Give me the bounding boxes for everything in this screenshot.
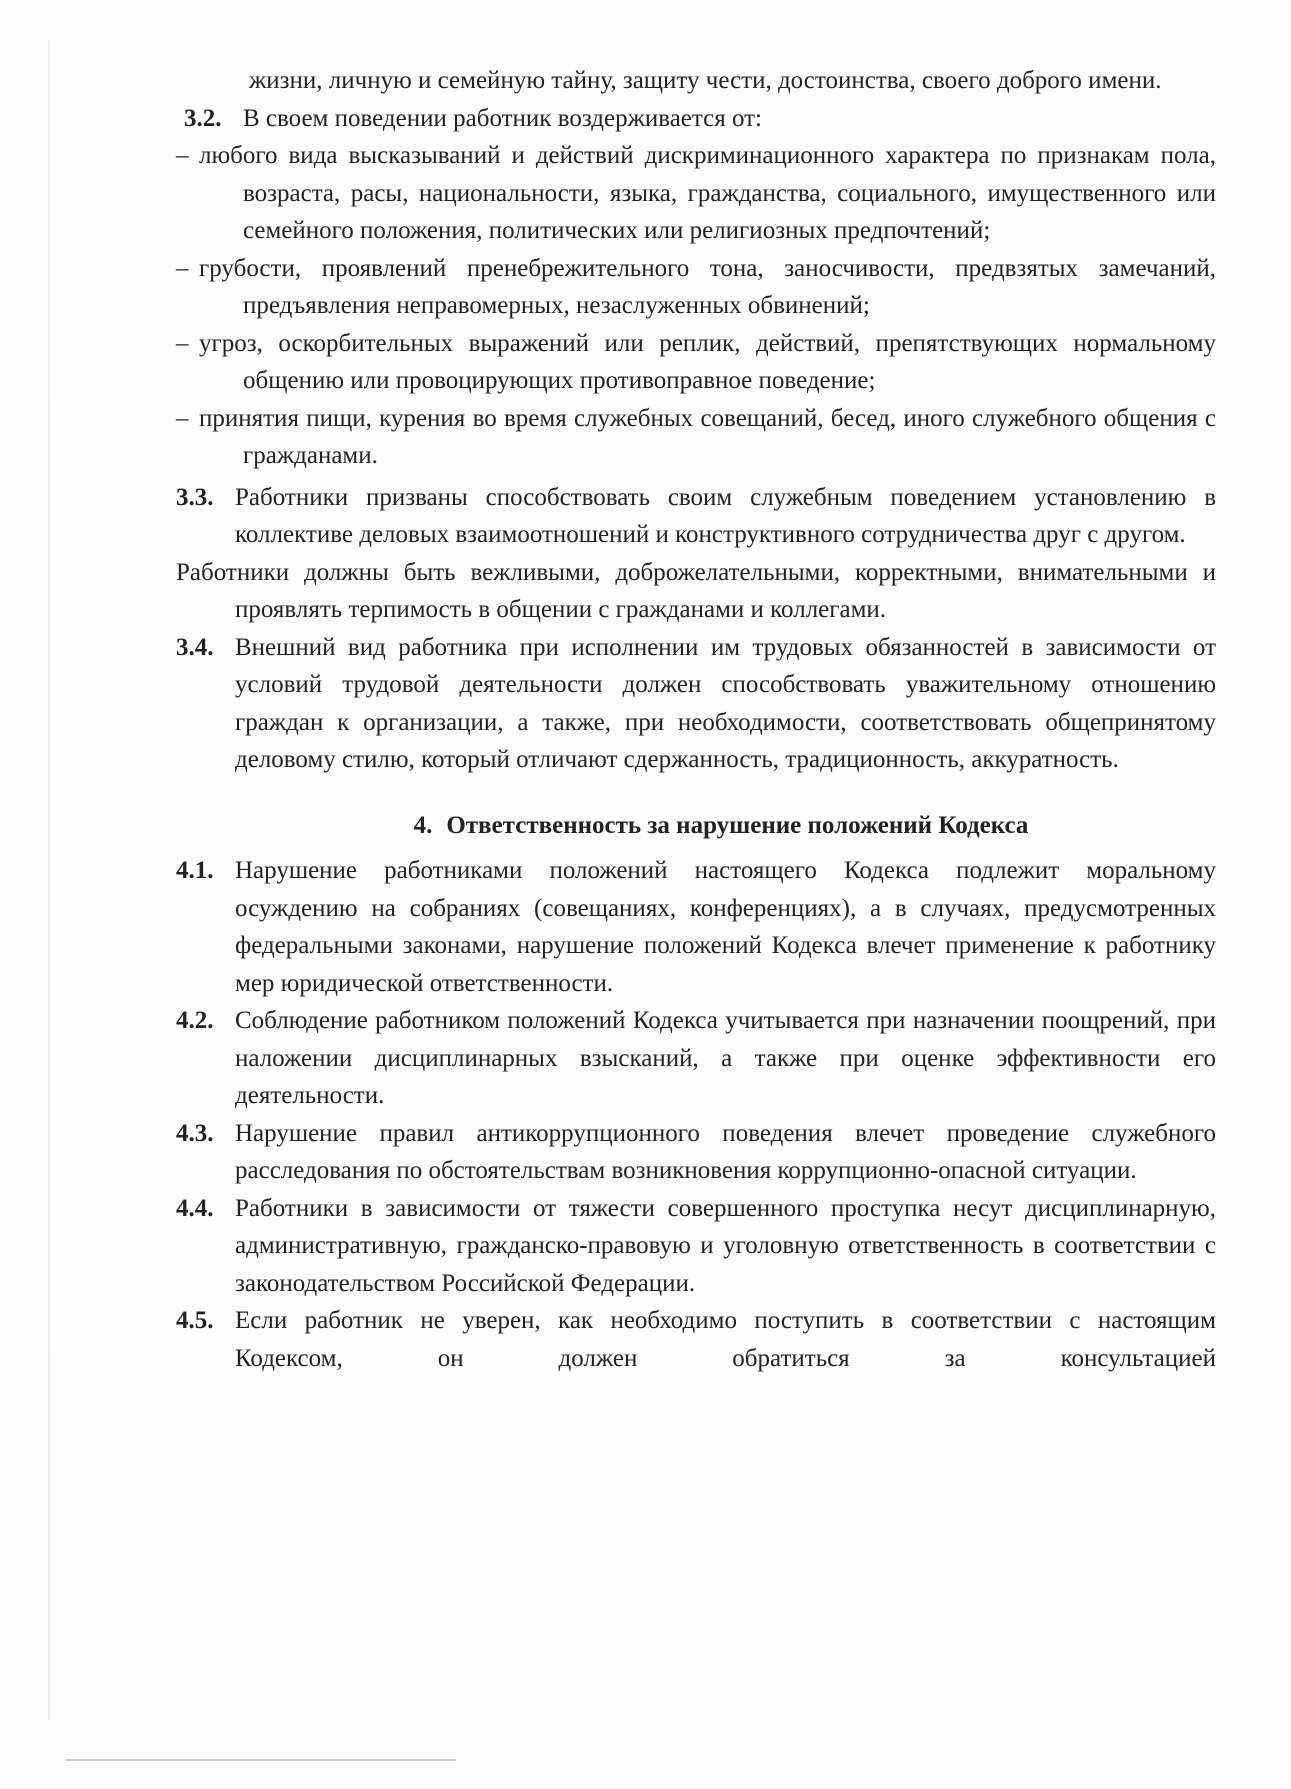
paragraph-continuation: жизни, личную и семейную тайну, защиту чести, достоинства, своего доброго имени. bbox=[249, 67, 1162, 94]
clause-text: Нарушение правил антикоррупционного поведения влечет проведение служебного расследования по обстоятельствам возникновения коррупционно-опасной ситуации. bbox=[235, 1119, 1216, 1184]
bottom-rule bbox=[66, 1759, 456, 1761]
clause-4-3 bbox=[176, 1115, 1216, 1190]
clause-3-2 bbox=[184, 100, 1216, 138]
clause-text: Если работник не уверен, как необходимо поступить в соответствии с настоящим Кодексом, он должен обратиться за консультацией bbox=[235, 1307, 1216, 1372]
list-item-text: грубости, проявлений пренебрежительного тона, заносчивости, предвзятых замечаний, предъявления неправомерных, незаслуженных обвинений; bbox=[199, 254, 1216, 319]
clause-number: 4.2. bbox=[176, 1007, 214, 1034]
clause-4-1 bbox=[176, 852, 1216, 1002]
section-heading bbox=[176, 807, 1216, 845]
list-item bbox=[176, 325, 1216, 400]
clause-4-4 bbox=[176, 1190, 1216, 1303]
clause-4-2 bbox=[176, 1002, 1216, 1115]
list-item bbox=[176, 400, 1216, 475]
list-item-text: любого вида высказываний и действий дискриминационного характера по признакам пола, возраста, расы, национальности, языка, гражданства, социального, имущественного или семейного положения, политических или религиозных предпочтений; bbox=[199, 142, 1216, 244]
document-body bbox=[176, 62, 1216, 1377]
clause-3-3 bbox=[176, 479, 1216, 554]
clause-text: Внешний вид работника при исполнении им трудовых обязанностей в зависимости от условий трудовой деятельности должен способствовать уважительному отношению граждан к организации, а также, при необходимости, соответствовать общепринятому деловому стилю, который отличают сдержанность, традиционность, аккуратность. bbox=[235, 633, 1216, 773]
dash-marker: – bbox=[176, 329, 189, 357]
clause-3-3-paragraph: Работники должны быть вежливыми, доброжелательными, корректными, внимательными и проявлять терпимость в общении с гражданами и коллегами. bbox=[176, 558, 1216, 623]
list-item bbox=[176, 250, 1216, 325]
clause-text: Работники в зависимости от тяжести совершенного проступка несут дисциплинарную, административную, гражданско-правовую и уголовную ответственность в соответствии с законодательством Российской Федерации. bbox=[235, 1194, 1216, 1297]
clause-number: 4.1. bbox=[176, 857, 214, 884]
list-item-text: угроз, оскорбительных выражений или реплик, действий, препятствующих нормальному общению или провоцирующих противоправное поведение; bbox=[199, 329, 1216, 394]
section-title: Ответственность за нарушение положений Кодекса bbox=[446, 811, 1029, 839]
section-number: 4. bbox=[413, 811, 433, 839]
clause-number: 3.2. bbox=[184, 104, 222, 132]
clause-4-5 bbox=[176, 1302, 1216, 1377]
dash-marker: – bbox=[176, 254, 189, 282]
clause-text: Соблюдение работником положений Кодекса учитывается при назначении поощрений, при наложении дисциплинарных взысканий, а также при оценке эффективности его деятельности. bbox=[235, 1007, 1216, 1109]
dash-marker: – bbox=[176, 142, 189, 169]
clause-text: Работники призваны способствовать своим служебным поведением установлению в коллективе деловых взаимоотношений и конструктивного сотрудничества друг с другом. bbox=[235, 483, 1216, 548]
clause-number: 4.3. bbox=[176, 1119, 214, 1147]
list-item-text: принятия пищи, курения во время служебных совещаний, бесед, иного служебного общения с гражданами. bbox=[199, 404, 1216, 469]
scan-edge-shadow bbox=[48, 40, 50, 1720]
dash-marker: – bbox=[176, 404, 189, 432]
clause-number: 3.4. bbox=[176, 633, 214, 661]
clause-text: Нарушение работниками положений настоящего Кодекса подлежит моральному осуждению на собраниях (совещаниях, конференциях), а в случаях, предусмотренных федеральными законами, нарушение положений Кодекса влечет применение к работнику мер юридической ответственности. bbox=[235, 857, 1216, 997]
clause-number: 4.5. bbox=[176, 1307, 214, 1334]
clause-text: В своем поведении работник воздерживается от: bbox=[243, 104, 763, 132]
clause-number: 4.4. bbox=[176, 1194, 214, 1222]
clause-3-4 bbox=[176, 629, 1216, 779]
clause-number: 3.3. bbox=[176, 483, 214, 511]
list-item bbox=[176, 137, 1216, 250]
